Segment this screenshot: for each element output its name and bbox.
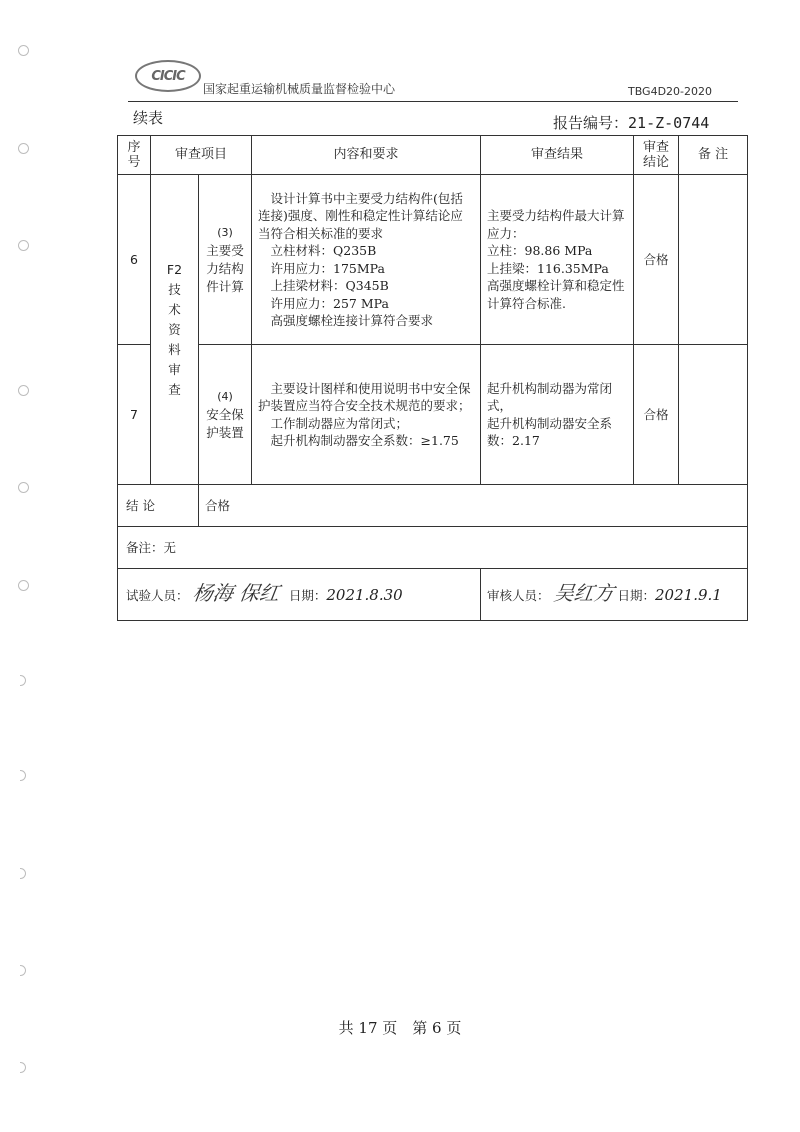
page-number: 共 17 页 第 6 页 (338, 1019, 462, 1037)
binder-hole (18, 385, 29, 396)
result-line: 高强度螺栓计算和稳定性计算符合标准. (487, 278, 625, 311)
content-line: 高强度螺栓连接计算符合要求 (258, 313, 434, 328)
binder-hole (20, 1062, 26, 1073)
remark-cell (679, 345, 748, 485)
binder-hole (18, 240, 29, 251)
result-cell (481, 345, 634, 485)
header-item: 审查项目 (151, 136, 252, 175)
final-conclusion-value: 合格 (199, 485, 748, 527)
note-row (118, 527, 748, 569)
review-table (117, 135, 748, 621)
binder-hole (20, 965, 26, 976)
signature-row (118, 569, 748, 621)
sub-item-cell (199, 175, 252, 345)
sub-item-name: 安全保护装置 (206, 406, 244, 440)
content-line: 起升机构制动器安全系数：≥1.75 (258, 433, 459, 448)
reviewer-signature: 吴红方 (551, 581, 616, 605)
conclusion-cell: 合格 (634, 345, 679, 485)
content-line: 上挂梁材料：Q345B (258, 278, 389, 293)
table-header-row (118, 136, 748, 175)
reviewer-label: 审核人员： (487, 588, 550, 603)
content-cell (252, 175, 481, 345)
tester-date-label: 日期： (288, 588, 327, 603)
document-code: TBG4D20-2020 (627, 85, 712, 98)
content-line: 工作制动器应为常闭式； (258, 415, 409, 431)
tester-cell (118, 569, 481, 621)
note-cell: 备注：无 (118, 527, 748, 569)
final-conclusion-row (118, 485, 748, 527)
binder-hole (20, 675, 26, 686)
binder-hole (20, 868, 26, 879)
table-row (118, 345, 748, 485)
organization-name: 国家起重运输机械质量监督检验中心 (203, 82, 396, 96)
header-remark: 备 注 (679, 136, 748, 175)
result-line: 立柱：98.86 MPa (487, 243, 593, 258)
header-conclusion: 审查结论 (634, 136, 679, 175)
content-line: 许用应力：175MPa (258, 260, 385, 276)
row-seq: 7 (118, 345, 151, 485)
result-line: 起升机构制动器安全系数：2.17 (487, 415, 613, 448)
category-cell: F2技术资料审查 (151, 175, 199, 485)
content-line: 许用应力：257 MPa (258, 295, 389, 311)
binder-hole (18, 143, 29, 154)
header-seq: 序号 (118, 136, 151, 175)
content-line: 设计计算书中主要受力结构件(包括连接)强度、刚性和稳定性计算结论应当符合相关标准的要求 (258, 190, 463, 241)
reviewer-date: 2021.9.1 (655, 586, 722, 604)
tester-date: 2021.8.30 (326, 586, 403, 604)
report-number (553, 112, 709, 133)
content-line: 立柱材料：Q235B (258, 243, 377, 258)
content-line: 主要设计图样和使用说明书中安全保护装置应当符合安全技术规范的要求； (258, 380, 471, 413)
header-result: 审查结果 (481, 136, 634, 175)
content-cell (252, 345, 481, 485)
row-seq: 6 (118, 175, 151, 345)
sub-item-number: (3) (217, 225, 233, 239)
tester-signature: 杨海 保红 (190, 581, 281, 605)
binder-hole (18, 45, 29, 56)
result-cell (481, 175, 634, 345)
reviewer-cell (481, 569, 748, 621)
report-number-label: 报告编号： (553, 114, 629, 132)
binder-hole (18, 580, 29, 591)
final-conclusion-label: 结 论 (118, 485, 199, 527)
result-line: 起升机构制动器为常闭式， (487, 380, 613, 413)
reviewer-date-label: 日期： (617, 588, 656, 603)
conclusion-cell: 合格 (634, 175, 679, 345)
binder-hole (18, 482, 29, 493)
sub-item-number: (4) (217, 389, 233, 403)
sub-item-cell (199, 345, 252, 485)
report-number-value: 21-Z-0744 (628, 114, 710, 132)
table-row (118, 175, 748, 345)
result-line: 上挂梁：116.35MPa (487, 260, 609, 276)
tester-label: 试验人员： (126, 588, 189, 603)
result-line: 主要受力结构件最大计算应力： (487, 208, 625, 241)
header-content: 内容和要求 (252, 136, 481, 175)
sub-item-name: 主要受力结构件计算 (206, 242, 244, 294)
cicic-logo: CICIC (135, 60, 201, 92)
binder-hole (20, 770, 26, 781)
continued-label: 续表 (133, 109, 164, 127)
remark-cell (679, 175, 748, 345)
header-divider (128, 101, 738, 102)
